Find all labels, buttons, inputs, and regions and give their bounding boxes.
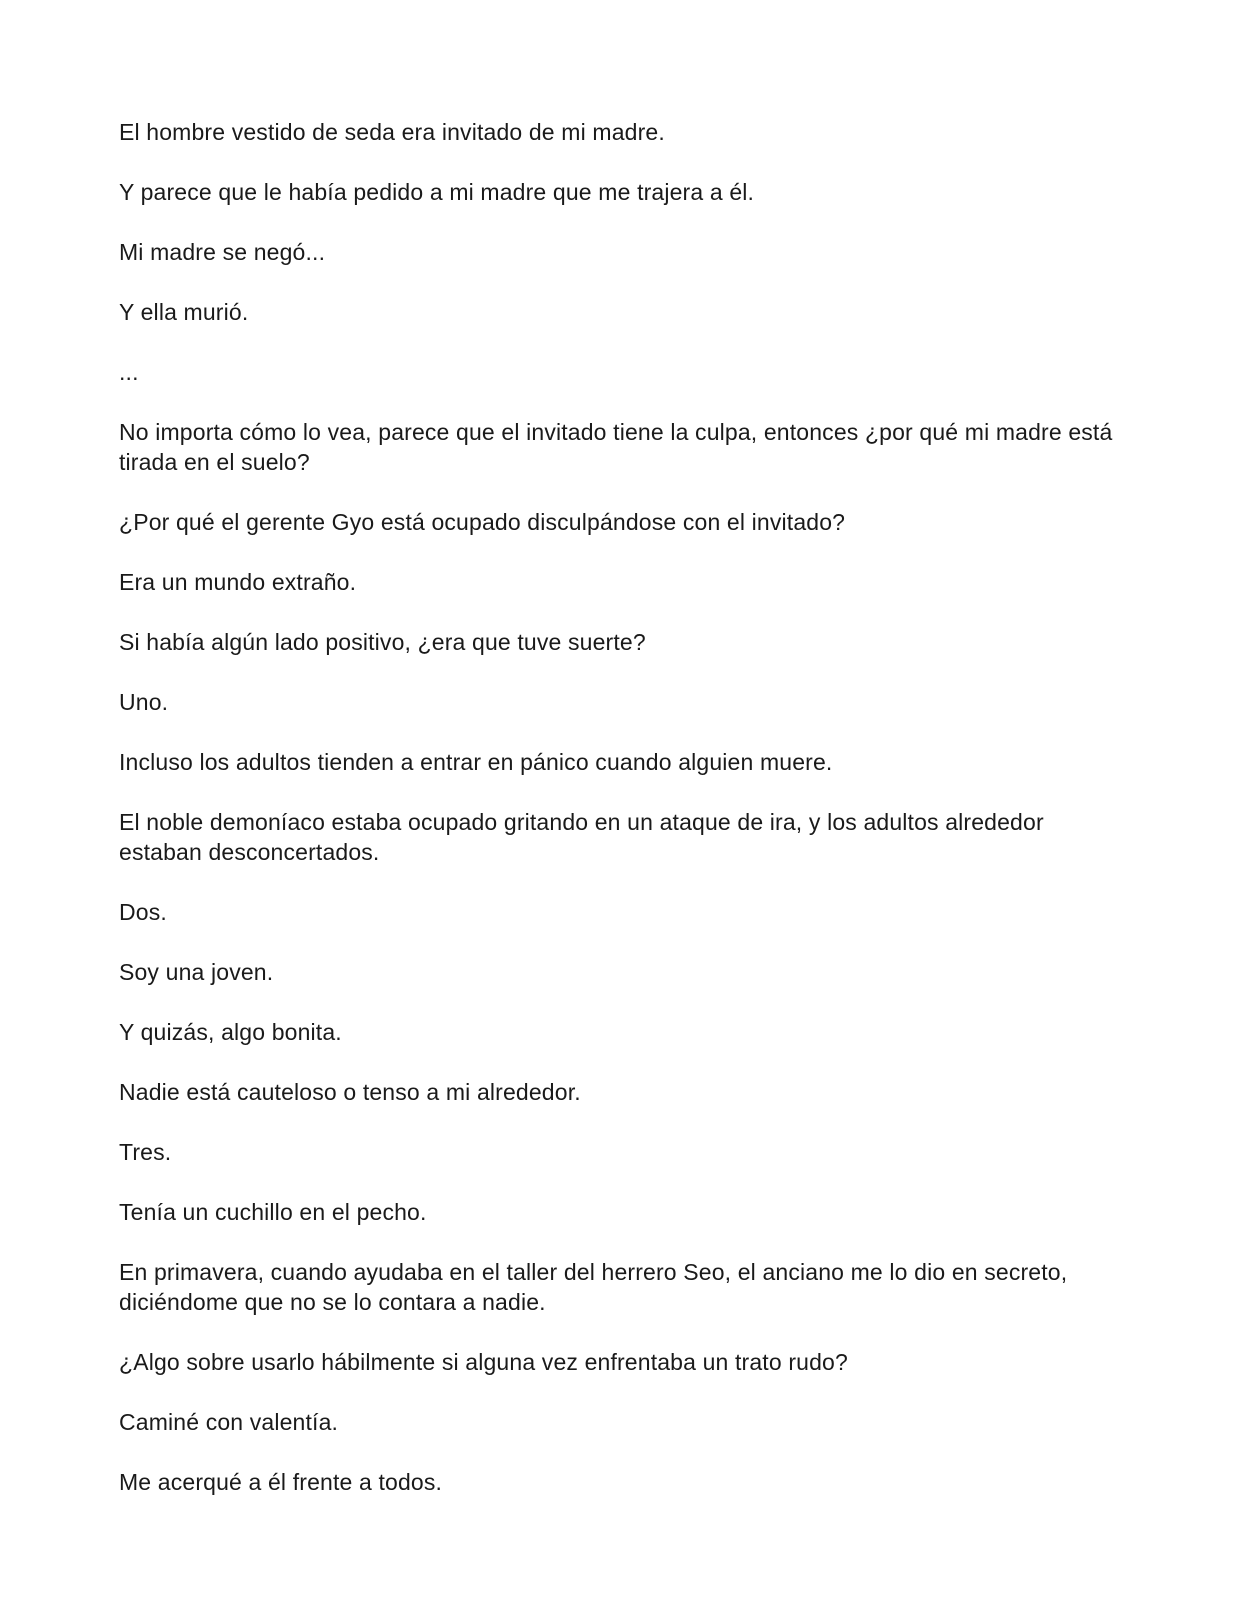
paragraph: ¿Por qué el gerente Gyo está ocupado disculpándose con el invitado? bbox=[119, 509, 846, 535]
paragraph: Y ella murió. bbox=[119, 299, 249, 325]
paragraph: ... bbox=[119, 359, 139, 385]
paragraph: Era un mundo extraño. bbox=[119, 569, 357, 595]
paragraph: Incluso los adultos tienden a entrar en pánico cuando alguien muere. bbox=[119, 749, 833, 775]
paragraph: Dos. bbox=[119, 899, 167, 925]
paragraph: Tenía un cuchillo en el pecho. bbox=[119, 1199, 427, 1225]
paragraph: Si había algún lado positivo, ¿era que tuve suerte? bbox=[119, 629, 646, 655]
paragraph: Y parece que le había pedido a mi madre que me trajera a él. bbox=[119, 179, 755, 205]
paragraph: El hombre vestido de seda era invitado de mi madre. bbox=[119, 119, 665, 145]
paragraph: En primavera, cuando ayudaba en el taller del herrero Seo, el anciano me lo dio en secreto, diciéndome que no se lo contara a nadie. bbox=[119, 1259, 1068, 1315]
paragraph: ¿Algo sobre usarlo hábilmente si alguna vez enfrentaba un trato rudo? bbox=[119, 1349, 848, 1375]
paragraph: Nadie está cauteloso o tenso a mi alrededor. bbox=[119, 1079, 581, 1105]
paragraph: Mi madre se negó... bbox=[119, 239, 326, 265]
document-body bbox=[119, 117, 1129, 1527]
paragraph: No importa cómo lo vea, parece que el invitado tiene la culpa, entonces ¿por qué mi madre está tirada en el suelo? bbox=[119, 419, 1113, 475]
paragraph: Soy una joven. bbox=[119, 959, 274, 985]
paragraph: Caminé con valentía. bbox=[119, 1409, 339, 1435]
paragraph: Me acerqué a él frente a todos. bbox=[119, 1469, 443, 1495]
paragraph: Tres. bbox=[119, 1139, 172, 1165]
paragraph: El noble demoníaco estaba ocupado gritando en un ataque de ira, y los adultos alrededor estaban desconcertados. bbox=[119, 809, 1044, 865]
paragraph: Y quizás, algo bonita. bbox=[119, 1019, 342, 1045]
paragraph: Uno. bbox=[119, 689, 169, 715]
